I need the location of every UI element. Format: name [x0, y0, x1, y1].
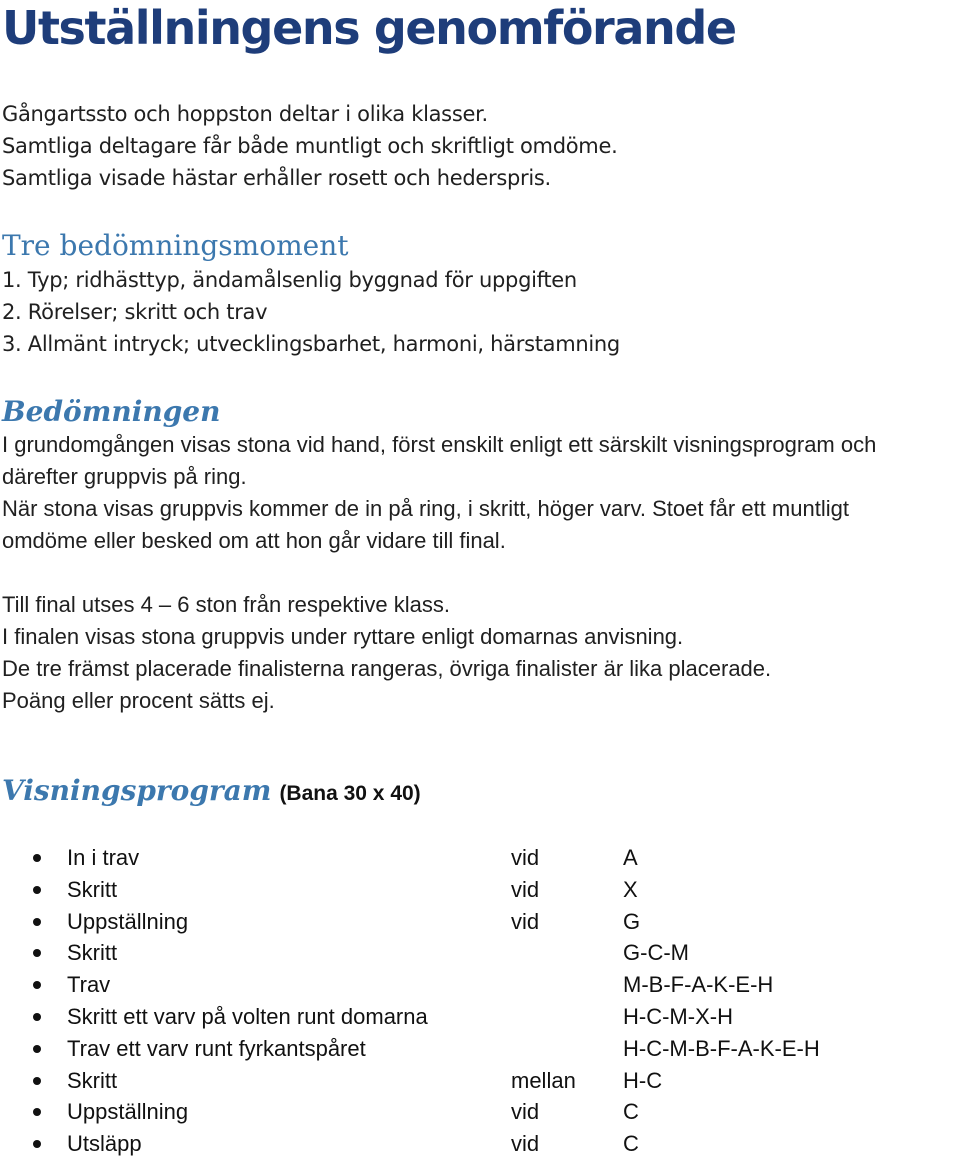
moment-item: 1. Typ; ridhästtyp, ändamålsenlig byggnad för uppgiften — [2, 268, 577, 292]
bullet-icon — [33, 1045, 41, 1053]
program-point: M-B-F-A-K-E-H — [623, 972, 774, 998]
intro-paragraph — [2, 98, 617, 194]
program-preposition: vid — [511, 845, 540, 870]
program-heading-suffix: (Bana 30 x 40) — [279, 782, 421, 805]
moment-item: 2. Rörelser; skritt och trav — [2, 300, 268, 324]
program-action: Uppställning — [67, 908, 189, 934]
program-heading — [2, 773, 421, 812]
judging-heading: Bedömningen — [2, 395, 221, 428]
moment-item: 3. Allmänt intryck; utvecklingsbarhet, harmoni, härstamning — [2, 332, 620, 356]
program-point: G-C-M — [623, 940, 689, 966]
moments-list — [2, 264, 620, 360]
final-line: Till final utses 4 – 6 ston från respektive klass. — [2, 592, 450, 617]
bullet-icon — [33, 949, 41, 957]
program-point: A — [623, 845, 638, 870]
bullet-icon — [33, 1140, 41, 1148]
bullet-icon — [33, 1013, 41, 1021]
program-action: Skritt — [67, 876, 118, 902]
program-point: H-C-M-X-H — [623, 1003, 733, 1029]
program-point: C — [623, 1099, 639, 1125]
final-line: Poäng eller procent sätts ej. — [2, 688, 275, 713]
program-preposition: vid — [511, 876, 540, 902]
program-heading-text: Visningsprogram — [2, 774, 272, 807]
program-point: X — [623, 876, 638, 902]
program-action: Skritt — [67, 1067, 118, 1093]
program-point: G — [623, 908, 641, 934]
program-action: Uppställning — [67, 1099, 189, 1125]
bullet-icon — [33, 886, 41, 894]
program-action: Trav — [67, 972, 111, 998]
final-paragraph — [2, 589, 771, 717]
intro-line: Gångartssto och hoppston deltar i olika klasser. — [2, 102, 488, 126]
bullet-icon — [33, 1108, 41, 1116]
bullet-icon — [33, 1077, 41, 1085]
program-action: Trav ett varv runt fyrkantspåret — [67, 1035, 366, 1061]
intro-line: Samtliga deltagare får både muntligt och skriftligt omdöme. — [2, 134, 618, 158]
moments-heading: Tre bedömningsmoment — [2, 229, 349, 262]
judging-paragraph — [2, 429, 876, 557]
program-point: H-C — [623, 1067, 663, 1093]
program-preposition: vid — [511, 908, 540, 934]
bullet-icon — [33, 981, 41, 989]
intro-line: Samtliga visade hästar erhåller rosett och hederspris. — [2, 166, 551, 190]
program-point: C — [623, 1131, 639, 1157]
bullet-icon — [33, 854, 41, 862]
program-preposition: vid — [511, 1099, 540, 1125]
bullet-icon — [33, 918, 41, 926]
program-action: In i trav — [67, 845, 140, 870]
judging-line: I grundomgången visas stona vid hand, först enskilt enligt ett särskilt visningsprogram och — [2, 432, 877, 457]
program-preposition: vid — [511, 1131, 540, 1157]
program-point: H-C-M-B-F-A-K-E-H — [623, 1035, 820, 1061]
program-preposition: mellan — [511, 1067, 576, 1093]
program-action: Utsläpp — [67, 1131, 142, 1157]
judging-line: därefter gruppvis på ring. — [2, 464, 247, 489]
judging-line: omdöme eller besked om att hon går vidare till final. — [2, 528, 506, 553]
judging-line: När stona visas gruppvis kommer de in på ring, i skritt, höger varv. Stoet får ett muntligt — [2, 496, 849, 521]
final-line: De tre främst placerade finalisterna rangeras, övriga finalister är lika placerade. — [2, 656, 772, 681]
program-action: Skritt — [67, 940, 118, 966]
final-line: I finalen visas stona gruppvis under ryttare enligt domarnas anvisning. — [2, 624, 684, 649]
page-title: Utställningens genomförande — [2, 1, 736, 55]
program-action: Skritt ett varv på volten runt domarna — [67, 1003, 428, 1029]
